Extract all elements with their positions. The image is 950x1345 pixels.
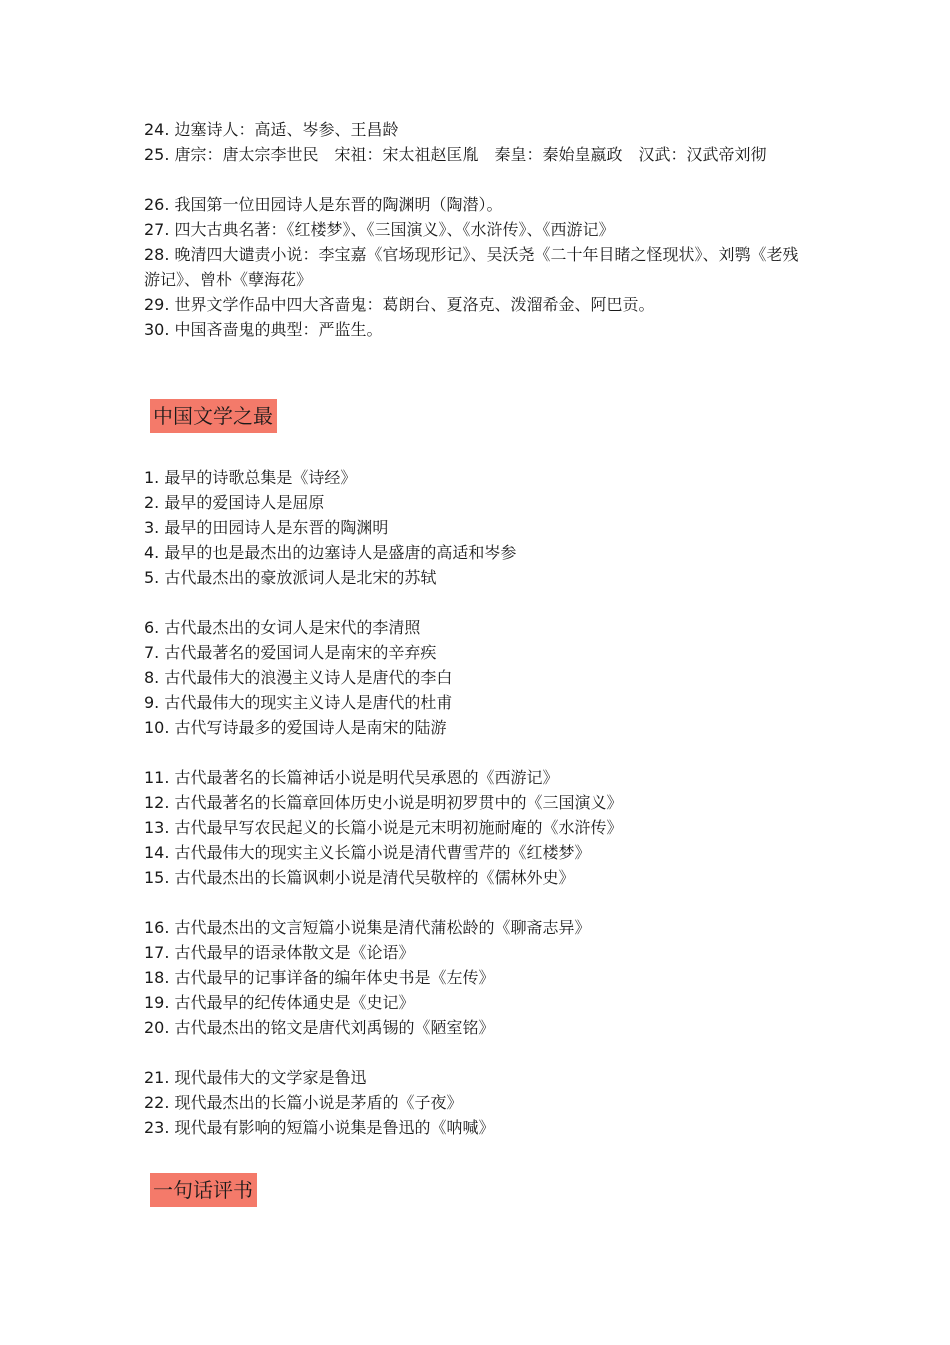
top-list	[144, 117, 810, 342]
list-item: 7. 古代最著名的爱国词人是南宋的辛弃疾	[144, 643, 437, 662]
blank-line	[144, 590, 810, 615]
list-item: 15. 古代最杰出的长篇讽刺小说是清代吴敬梓的《儒林外史》	[144, 868, 575, 887]
list-item: 2. 最早的爱国诗人是屈原	[144, 493, 325, 512]
list-item: 12. 古代最著名的长篇章回体历史小说是明初罗贯中的《三国演义》	[144, 793, 623, 812]
blank-line	[144, 1040, 810, 1065]
list-item: 5. 古代最杰出的豪放派词人是北宋的苏轼	[144, 568, 437, 587]
list-item-29: 29. 世界文学作品中四大吝啬鬼：葛朗台、夏洛克、泼溜希金、阿巴贡。	[144, 295, 655, 314]
list-item: 13. 古代最早写农民起义的长篇小说是元末明初施耐庵的《水浒传》	[144, 818, 623, 837]
list-item: 11. 古代最著名的长篇神话小说是明代吴承恩的《西游记》	[144, 768, 559, 787]
list-item: 1. 最早的诗歌总集是《诗经》	[144, 468, 357, 487]
list-item: 16. 古代最杰出的文言短篇小说集是清代蒲松龄的《聊斋志异》	[144, 918, 591, 937]
list-item: 4. 最早的也是最杰出的边塞诗人是盛唐的高适和岑参	[144, 543, 517, 562]
section-heading-one-sentence-reviews: 一句话评书	[150, 1173, 257, 1207]
list-item: 19. 古代最早的纪传体通史是《史记》	[144, 993, 415, 1012]
literature-firsts-list	[144, 465, 810, 1140]
list-item: 23. 现代最有影响的短篇小说集是鲁迅的《呐喊》	[144, 1118, 495, 1137]
list-item: 22. 现代最杰出的长篇小说是茅盾的《子夜》	[144, 1093, 463, 1112]
list-item: 8. 古代最伟大的浪漫主义诗人是唐代的李白	[144, 668, 453, 687]
list-item: 3. 最早的田园诗人是东晋的陶渊明	[144, 518, 389, 537]
section-heading-literature-firsts: 中国文学之最	[150, 399, 277, 433]
list-item-24: 24. 边塞诗人：高适、岑参、王昌龄	[144, 120, 399, 139]
blank-line	[144, 167, 810, 192]
list-item: 6. 古代最杰出的女词人是宋代的李清照	[144, 618, 421, 637]
list-item: 20. 古代最杰出的铭文是唐代刘禹锡的《陋室铭》	[144, 1018, 495, 1037]
list-item-30: 30. 中国吝啬鬼的典型：严监生。	[144, 320, 383, 339]
list-item: 18. 古代最早的记事详备的编年体史书是《左传》	[144, 968, 495, 987]
list-item: 9. 古代最伟大的现实主义诗人是唐代的杜甫	[144, 693, 453, 712]
list-item: 14. 古代最伟大的现实主义长篇小说是清代曹雪芹的《红楼梦》	[144, 843, 591, 862]
list-item-25: 25. 唐宗：唐太宗李世民 宋祖：宋太祖赵匡胤 秦皇：秦始皇嬴政 汉武：汉武帝刘彻	[144, 145, 767, 164]
blank-line	[144, 890, 810, 915]
list-item-27: 27. 四大古典名著：《红楼梦》、《三国演义》、《水浒传》、《西游记》	[144, 220, 615, 239]
list-item: 17. 古代最早的语录体散文是《论语》	[144, 943, 415, 962]
list-item: 21. 现代最伟大的文学家是鲁迅	[144, 1068, 367, 1087]
list-item-26: 26. 我国第一位田园诗人是东晋的陶渊明（陶潜）。	[144, 195, 503, 214]
list-item: 10. 古代写诗最多的爱国诗人是南宋的陆游	[144, 718, 447, 737]
list-item-28: 28. 晚清四大谴责小说：李宝嘉《官场现形记》、吴沃尧《二十年目睹之怪现状》、刘鹗《老残游记》、曾朴《孽海花》	[144, 245, 799, 289]
blank-line	[144, 740, 810, 765]
